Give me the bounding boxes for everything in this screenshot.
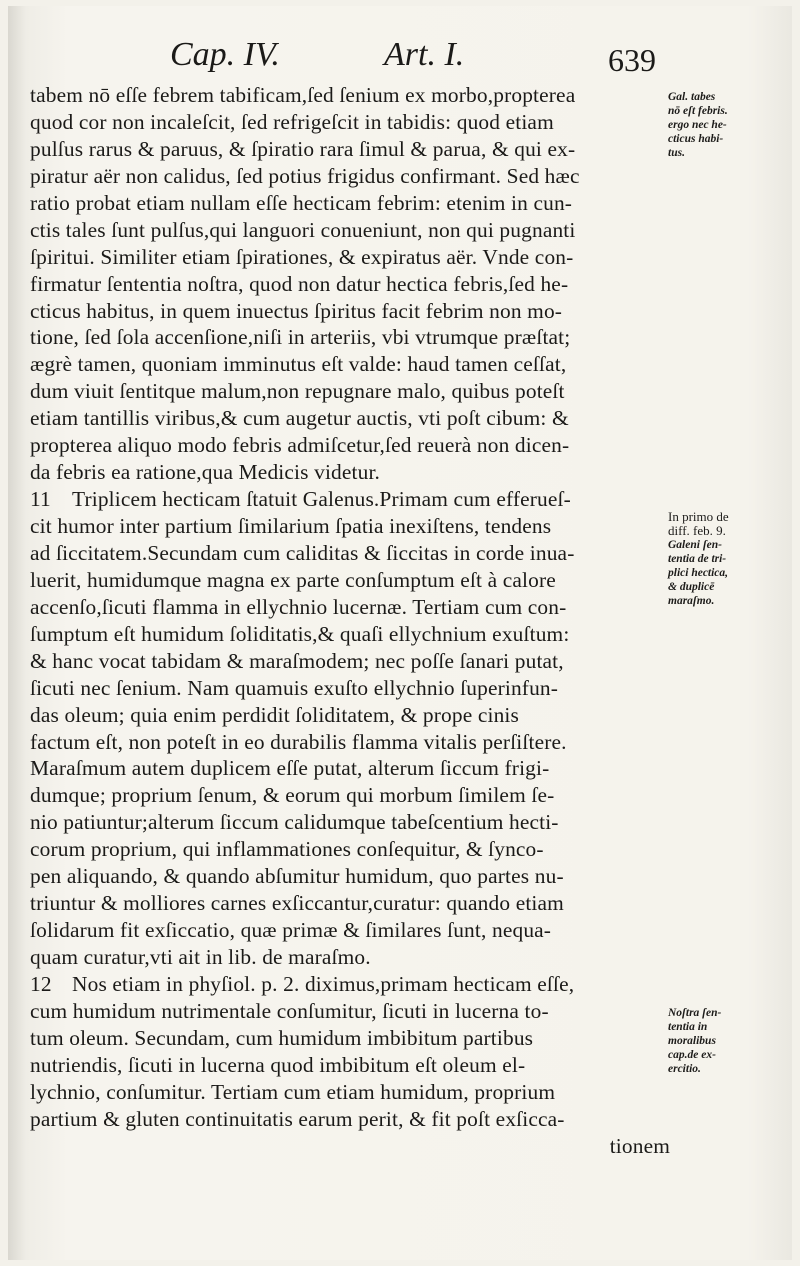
text-line: partium & gluten continuitatis earum perit, & fit poſt exſicca-: [30, 1106, 565, 1131]
text-line: nutriendis, ſicuti in lucerna quod imbibitum eſt oleum el-: [30, 1052, 526, 1077]
text-line: ratio probat etiam nullam eſſe hecticam febrim: etenim in cun-: [30, 190, 573, 215]
page-number: 639: [608, 42, 656, 78]
text-line: ſpiritui. Similiter etiam ſpirationes, & expiratus aër. Vnde con-: [30, 244, 574, 269]
text-line: tabem nō eſſe febrem tabificam,ſed ſenium ex morbo,propterea: [30, 83, 576, 107]
text-line: quam curatur,vti ait in lib. de maraſmo.: [30, 945, 371, 969]
text-line: ſicuti nec ſenium. Nam quamuis exuſto ellychnio ſuperinfun-: [30, 675, 559, 700]
running-header: [8, 28, 792, 88]
text-line: dumque; proprium ſenum, & eorum qui morbum ſimilem ſe-: [30, 783, 555, 808]
text-line: corum proprium, qui inflammationes conſequitur, & ſynco-: [30, 837, 544, 862]
margin-note-line: diff. feb. 9.: [668, 523, 726, 538]
paragraph-start-line: [30, 971, 670, 998]
margin-note-galen: [668, 510, 788, 608]
margin-note-line: moralibus: [668, 1035, 716, 1047]
margin-note-line: Galeni ſen-: [668, 539, 722, 551]
margin-note-line: Gal. tabes: [668, 91, 716, 103]
text-line: propterea aliquo modo febris admiſcetur,ſed reuerà non dicen-: [30, 433, 570, 458]
catchword-line: tionem: [609, 1133, 670, 1158]
book-page: [8, 6, 792, 1260]
margin-note-line: nō eſt febris.: [668, 105, 728, 117]
text-line: quod cor non incaleſcit, ſed refrigeſcit in tabidis: quod etiam: [30, 109, 554, 134]
text-line: nio patiuntur;alterum ſiccum calidumque tabeſcentium hecti-: [30, 810, 559, 835]
text-line: pen aliquando, & quando abſumitur humidum, quo partes nu-: [30, 864, 564, 889]
text-line: ſolidarum fit exſiccatio, quæ primæ & ſimilares ſunt, nequa-: [30, 918, 552, 943]
text-line: factum eſt, non poteſt in eo durabilis flamma vitalis perſiſtere.: [30, 729, 567, 754]
margin-note-line: tentia in: [668, 1021, 708, 1033]
text-line: das oleum; quia enim perdidit ſoliditatem, & prope cinis: [30, 702, 519, 727]
margin-note-line: ercitio.: [668, 1063, 701, 1075]
text-line: tum oleum. Secundam, cum humidum imbibitum partibus: [30, 1025, 534, 1050]
text-line: tione, ſed ſola accenſione,niſi in arteriis, vbi vtrumque præſtat;: [30, 325, 571, 350]
margin-note-nostra: [668, 1006, 788, 1076]
text-line: pulſus rarus & paruus, & ſpiratio rara ſimul & parua, & qui ex-: [30, 136, 576, 161]
margin-note-line: tentia de tri-: [668, 553, 727, 565]
margin-note-line: & duplicē: [668, 581, 715, 593]
text-line: ægrè tamen, quoniam imminutus eſt valde: haud tamen ceſſat,: [30, 352, 567, 377]
text-line: accenſo,ſicuti flamma in ellychnio lucernæ. Tertiam cum con-: [30, 594, 567, 619]
text-line: & hanc vocat tabidam & maraſmodem; nec poſſe ſanari putat,: [30, 648, 564, 673]
text-line: ctis tales ſunt pulſus,qui languori conueniunt, non qui pugnanti: [30, 217, 576, 242]
margin-note-line: cap.de ex-: [668, 1049, 716, 1061]
text-line: cum humidum nutrimentale conſumitur, ſicuti in lucerna to-: [30, 998, 549, 1023]
text-line: cit humor inter partium ſimilarium ſpatia inexiſtens, tendens: [30, 514, 552, 538]
text-line: piratur aër non calidus, ſed potius frigidus confirmant. Sed hæc: [30, 163, 580, 188]
paragraph-number: 12: [30, 971, 52, 996]
text-line: triuntur & molliores carnes exſiccantur,curatur: quando etiam: [30, 891, 564, 916]
margin-note-line: maraſmo.: [668, 595, 715, 607]
text-line: lychnio, conſumitur. Tertiam cum etiam humidum, proprium: [30, 1079, 556, 1104]
margin-note-line: Noſtra ſen-: [668, 1007, 722, 1019]
text-line: luerit, humidumque magna ex parte conſumptum eſt à calore: [30, 567, 556, 592]
text-line: cticus habitus, in quem inuectus ſpiritus facit febrim non mo-: [30, 298, 563, 323]
margin-note-line: tus.: [668, 147, 685, 159]
text-line: Triplicem hecticam ſtatuit Galenus.Primam cum efferueſ-: [72, 487, 571, 512]
text-line: ad ſiccitatem.Secundam cum caliditas & ſiccitas in corde inua-: [30, 540, 575, 565]
chapter-heading: Cap. IV.: [170, 36, 280, 73]
article-heading: Art. I.: [384, 36, 465, 73]
text-line: da febris ea ratione,qua Medicis videtur.: [30, 460, 381, 485]
margin-note-line: ergo nec he-: [668, 119, 727, 131]
text-line: dum viuit ſentitque malum,non repugnare malo, quibus poteſt: [30, 379, 565, 404]
text-line: Nos etiam in phyſiol. p. 2. diximus,primam hecticam eſſe,: [72, 971, 575, 996]
text-line: etiam tantillis viribus,& cum augetur auctis, vti poſt cibum: &: [30, 406, 569, 431]
paragraph-number: 11: [30, 487, 51, 512]
margin-note-line: plici hectica,: [668, 567, 729, 579]
text-line: ſumptum eſt humidum ſoliditatis,& quaſi ellychnium exuſtum:: [30, 621, 570, 646]
paragraph-start-line: [30, 486, 670, 513]
text-line: Maraſmum autem duplicem eſſe putat, alterum ſiccum frigi-: [30, 756, 550, 781]
main-text-block: [30, 82, 670, 1160]
margin-note-tabes: [668, 90, 788, 160]
text-line: firmatur ſententia noſtra, quod non datur hectica febris,ſed he-: [30, 271, 569, 296]
margin-note-line: In primo de: [668, 509, 729, 524]
margin-note-line: cticus habi-: [668, 133, 724, 145]
